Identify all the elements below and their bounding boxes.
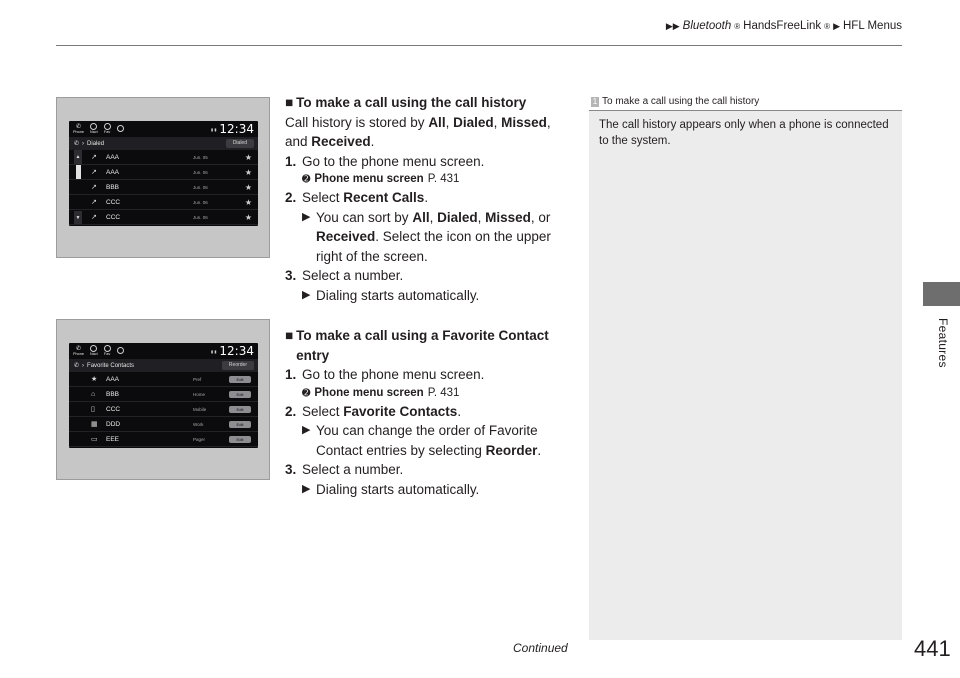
outgoing-call-icon: ↗ bbox=[91, 199, 97, 206]
handset-icon: ✆ bbox=[74, 363, 80, 369]
result-arrow-icon: ▶ bbox=[302, 424, 311, 436]
screen-title: Favorite Contacts bbox=[87, 362, 135, 369]
edit-button[interactable]: Edit bbox=[229, 406, 251, 413]
header-reg: ® bbox=[734, 21, 741, 31]
result-arrow-icon: ▶ bbox=[302, 482, 311, 495]
edit-button[interactable]: Edit bbox=[229, 436, 251, 443]
outgoing-call-icon: ↗ bbox=[91, 214, 97, 221]
scroll-up-icon[interactable]: ▲ bbox=[74, 150, 82, 164]
step-3: 3. Select a number. bbox=[285, 268, 404, 283]
sidebar-body: The call history appears only when a phone is connected to the system. bbox=[599, 119, 889, 147]
recent-calls-screenshot bbox=[56, 97, 270, 258]
sidebar-heading: 1 To make a call using the call history bbox=[589, 93, 902, 111]
chevron-right-icon: › bbox=[82, 362, 85, 369]
star-icon[interactable]: ★ bbox=[244, 182, 252, 192]
star-icon[interactable]: ★ bbox=[244, 152, 252, 162]
list-item[interactable]: ▯ CCC Mobile Edit bbox=[69, 402, 258, 417]
list-item[interactable]: ↗ AAA Jun. 06 ★ bbox=[69, 165, 258, 180]
pager-icon: ▭ bbox=[91, 436, 98, 443]
navi-icon: Navi bbox=[90, 123, 98, 135]
breadcrumb-arrow-icon: ▶ bbox=[833, 20, 840, 31]
handset-icon: ✆ bbox=[74, 141, 80, 147]
head-unit-screen bbox=[69, 343, 258, 448]
outgoing-call-icon: ↗ bbox=[91, 184, 97, 191]
list-item[interactable]: ↗ CCC Jun. 06 ★ bbox=[69, 210, 258, 225]
screen-breadcrumb bbox=[69, 359, 258, 372]
step-3-result: ▶ Dialing starts automatically. bbox=[285, 286, 585, 306]
step-2: 2. Select Recent Calls. bbox=[285, 190, 429, 205]
step-2-result: ▶ You can change the order of Favorite Contact entries by selecting Reorder. bbox=[285, 421, 585, 460]
scroll-down-icon[interactable]: ▼ bbox=[74, 211, 82, 225]
star-icon[interactable]: ★ bbox=[244, 197, 252, 207]
edit-button[interactable]: Edit bbox=[229, 391, 251, 398]
outgoing-call-icon: ↗ bbox=[91, 154, 97, 161]
status-indicator: ▮ ▮ bbox=[210, 126, 217, 132]
chevron-right-icon: › bbox=[82, 140, 85, 147]
outgoing-call-icon: ↗ bbox=[91, 169, 97, 176]
star-icon[interactable]: ★ bbox=[244, 212, 252, 222]
navi-icon: Navi bbox=[90, 345, 98, 357]
add-icon bbox=[117, 347, 124, 355]
step-1: 1. Go to the phone menu screen. bbox=[285, 153, 485, 169]
home-icon: ⌂ bbox=[91, 390, 96, 398]
star-icon: ★ bbox=[91, 376, 98, 383]
square-bullet-icon: ■ bbox=[285, 95, 294, 110]
edit-button[interactable]: Edit bbox=[229, 376, 251, 383]
fav-icon: Fav bbox=[104, 123, 111, 135]
breadcrumb-arrow-icon: ▶▶ bbox=[665, 20, 680, 31]
section-heading: ■ To make a call using a Favorite Contact entry bbox=[285, 326, 585, 365]
chapter-label: Features bbox=[936, 318, 950, 368]
list-item[interactable]: ★ AAA Pref Edit bbox=[69, 372, 258, 387]
square-bullet-icon: ■ bbox=[285, 328, 294, 343]
reorder-button[interactable]: Reorder bbox=[222, 361, 254, 370]
star-icon[interactable]: ★ bbox=[244, 167, 252, 177]
list-item[interactable]: ↗ AAA Jun. 05 ★ bbox=[69, 150, 258, 165]
work-icon: ▦ bbox=[91, 421, 98, 428]
header-section: HFL Menus bbox=[842, 20, 902, 32]
intro-paragraph: Call history is stored by All, Dialed, Missed, and Received. bbox=[285, 114, 551, 149]
page-reference[interactable]: ➋ Phone menu screen P. 431 bbox=[285, 385, 585, 402]
step-3-result: ▶ Dialing starts automatically. bbox=[285, 480, 585, 500]
edit-button[interactable]: Edit bbox=[229, 421, 251, 428]
reference-arrow-icon: ➋ bbox=[302, 174, 311, 185]
header-reg2: ® bbox=[824, 21, 831, 31]
step-2-result: ▶ You can sort by All, Dialed, Missed, or Received. Select the icon on the upper right of the screen. bbox=[285, 208, 585, 267]
call-list bbox=[69, 150, 258, 225]
continued-label: Continued bbox=[513, 641, 568, 655]
step-2: 2. Select Favorite Contacts. bbox=[285, 403, 462, 419]
header-bluetooth: Bluetooth bbox=[682, 20, 732, 32]
step-3: 3. Select a number. bbox=[285, 462, 404, 477]
reference-arrow-icon: ➋ bbox=[302, 387, 311, 399]
result-arrow-icon: ▶ bbox=[302, 288, 311, 301]
running-header bbox=[666, 20, 902, 32]
list-item[interactable]: ▭ EEE Pager Edit bbox=[69, 432, 258, 447]
head-unit-screen bbox=[69, 121, 258, 226]
clock: 12:34 bbox=[219, 344, 254, 358]
list-item[interactable]: ▦ DDD Work Edit bbox=[69, 417, 258, 432]
sort-button[interactable]: Dialed bbox=[226, 139, 254, 148]
screen-topbar bbox=[69, 343, 258, 359]
phone-icon: ✆ Phone bbox=[73, 123, 84, 134]
phone-icon: ✆ Phone bbox=[73, 345, 84, 356]
chapter-tab bbox=[923, 282, 960, 306]
header-hfl: HandsFreeLink bbox=[743, 20, 822, 32]
main-content bbox=[285, 93, 585, 499]
mobile-icon: ▯ bbox=[91, 406, 95, 413]
screen-title: Dialed bbox=[87, 140, 105, 147]
favorite-contacts-screenshot bbox=[56, 319, 270, 480]
header-rule bbox=[56, 45, 902, 46]
list-item[interactable]: ↗ CCC Jun. 06 ★ bbox=[69, 195, 258, 210]
note-marker-icon: 1 bbox=[592, 96, 598, 106]
favorites-list bbox=[69, 372, 258, 447]
clock: 12:34 bbox=[219, 122, 254, 136]
screen-topbar bbox=[69, 121, 258, 137]
section-heading: ■ To make a call using the call history bbox=[285, 93, 585, 113]
screen-breadcrumb bbox=[69, 137, 258, 150]
list-item[interactable]: ⌂ BBB Home Edit bbox=[69, 387, 258, 402]
page-reference[interactable]: ➋ Phone menu screen P. 431 bbox=[285, 171, 585, 188]
status-indicator: ▮ ▮ bbox=[210, 348, 217, 354]
fav-icon: Fav bbox=[104, 345, 111, 357]
list-item[interactable]: ↗ BBB Jun. 06 ★ bbox=[69, 180, 258, 195]
page-number: 441 bbox=[914, 636, 951, 661]
step-1: 1. Go to the phone menu screen. bbox=[285, 367, 485, 382]
add-icon bbox=[117, 125, 124, 133]
sidebar-note bbox=[589, 93, 902, 640]
result-arrow-icon: ▶ bbox=[302, 210, 311, 223]
